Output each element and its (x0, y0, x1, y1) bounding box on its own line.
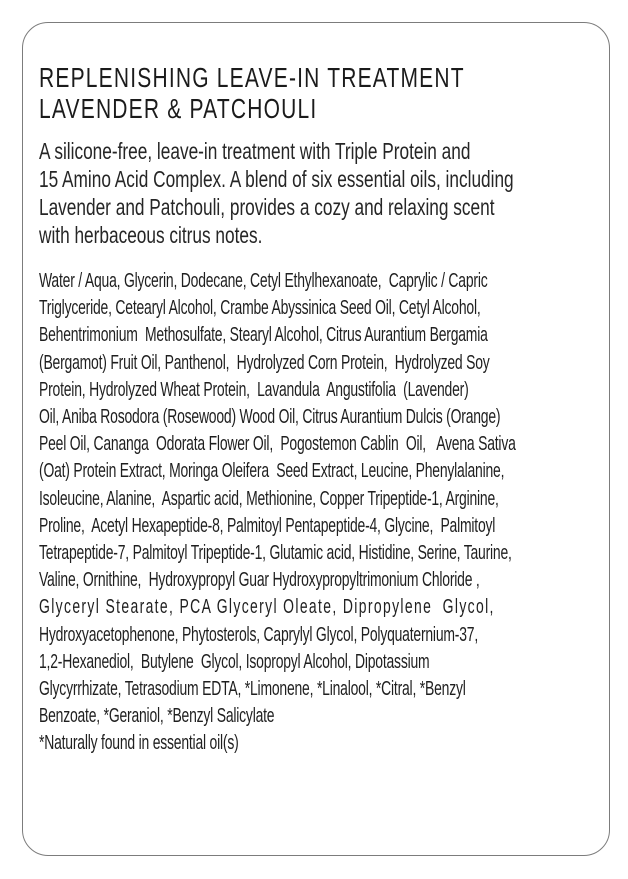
ingredients-list (39, 267, 597, 757)
product-title-line-2: LAVENDER & PATCHOULI (39, 92, 318, 124)
description-line: with herbaceous citrus notes. (39, 222, 263, 248)
ingredients-line: Valine, Ornithine, Hydroxypropyl Guar Hydroxypropyltrimonium Chloride , (39, 568, 480, 592)
description-line: Lavender and Patchouli, provides a cozy and relaxing scent (39, 194, 495, 220)
ingredients-line: Triglyceride, Cetearyl Alcohol, Crambe Abyssinica Seed Oil, Cetyl Alcohol, (39, 296, 481, 320)
description-line: 15 Amino Acid Complex. A blend of six essential oils, including (39, 166, 514, 192)
ingredients-line: Water / Aqua, Glycerin, Dodecane, Cetyl Ethylhexanoate, Caprylic / Capric (39, 269, 488, 292)
ingredients-line: Glyceryl Stearate, PCA Glyceryl Oleate, Dipropylene Glycol, (39, 595, 495, 619)
ingredients-line: 1,2-Hexanediol, Butylene Glycol, Isopropyl Alcohol, Dipotassium (39, 649, 430, 673)
product-title (39, 63, 597, 124)
ingredients-line: Oil, Aniba Rosodora (Rosewood) Wood Oil, Citrus Aurantium Dulcis (Orange) (39, 405, 501, 429)
ingredients-line: (Oat) Protein Extract, Moringa Oleifera Seed Extract, Leucine, Phenylalanine, (39, 459, 505, 483)
ingredients-line: (Bergamot) Fruit Oil, Panthenol, Hydrolyzed Corn Protein, Hydrolyzed Soy (39, 350, 490, 374)
ingredients-line: Isoleucine, Alanine, Aspartic acid, Methionine, Copper Tripeptide-1, Arginine, (39, 486, 499, 510)
ingredients-line: Tetrapeptide-7, Palmitoyl Tripeptide-1, Glutamic acid, Histidine, Serine, Taurine, (39, 541, 512, 565)
ingredients-line: Behentrimonium Methosulfate, Stearyl Alcohol, Citrus Aurantium Bergamia (39, 323, 488, 347)
ingredients-line: Protein, Hydrolyzed Wheat Protein, Lavandula Angustifolia (Lavender) (39, 377, 469, 401)
product-description (39, 137, 597, 249)
footnote: *Naturally found in essential oil(s) (39, 731, 239, 755)
product-title-line-1: REPLENISHING LEAVE-IN TREATMENT (39, 62, 465, 93)
product-label-card (22, 22, 610, 856)
ingredients-line: Benzoate, *Geraniol, *Benzyl Salicylate (39, 704, 275, 728)
ingredients-line: Peel Oil, Cananga Odorata Flower Oil, Pogostemon Cablin Oil, Avena Sativa (39, 432, 516, 456)
ingredients-line: Proline, Acetyl Hexapeptide-8, Palmitoyl Pentapeptide-4, Glycine, Palmitoyl (39, 513, 496, 537)
ingredients-line: Glycyrrhizate, Tetrasodium EDTA, *Limonene, *Linalool, *Citral, *Benzyl (39, 677, 466, 701)
description-line: A silicone-free, leave-in treatment with Triple Protein and (39, 138, 471, 164)
ingredients-line: Hydroxyacetophenone, Phytosterols, Caprylyl Glycol, Polyquaternium-37, (39, 622, 478, 646)
